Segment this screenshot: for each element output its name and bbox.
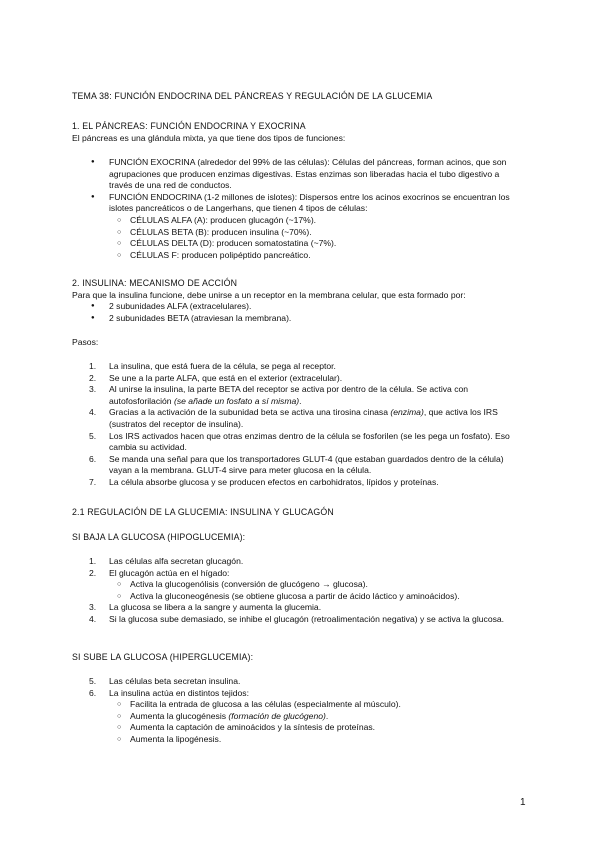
list-item-step — [72, 676, 522, 688]
step-note: (se añade un fosfato a sí misma) — [173, 395, 300, 406]
section-pancreas — [72, 121, 532, 144]
section-insulina — [72, 278, 532, 324]
document-title: TEMA 38: FUNCIÓN ENDOCRINA DEL PÁNCREAS Y REGULACIÓN DE LA GLUCEMIA — [72, 91, 433, 101]
step-number: 2. — [89, 372, 97, 383]
steps-list — [72, 361, 522, 489]
list-item-substep: ○ Facilita la entrada de glucosa a las células (especialmente al músculo). — [72, 699, 522, 711]
list-item-step — [72, 568, 522, 580]
list-item-step — [72, 384, 522, 407]
step-text: Si la glucosa sube demasiado, se inhibe el glucagón (retroalimentación negativa) y se activa la glucosa. — [109, 613, 505, 624]
list-item-step — [72, 602, 522, 614]
list-item-cell: ○ CÉLULAS BETA (B): producen insulina (~70%). — [72, 227, 522, 239]
step-note: (enzima) — [390, 407, 424, 418]
list-item-subunit: ● 2 subunidades BETA (atraviesan la membrana). — [72, 313, 532, 325]
list-item-substep: ○ Activa la glucogenólisis (conversión de glucógeno → glucosa). — [72, 579, 522, 591]
step-text: Al unirse la insulina, la parte BETA del receptor se activa por dentro de la célula. Se activa con autofosforilación — [109, 384, 469, 406]
step-number: 3. — [89, 602, 97, 613]
step-number: 2. — [89, 567, 97, 578]
step-number: 4. — [89, 407, 97, 418]
list-item-step — [72, 556, 522, 568]
hipoglucemia-steps — [72, 556, 522, 626]
step-text: La célula absorbe glucosa y se producen efectos en carbohidratos, lípidos y proteínas. — [109, 476, 439, 487]
list-item-step — [72, 454, 522, 477]
subsection-heading-hipoglucemia: SI BAJA LA GLUCOSA (HIPOGLUCEMIA): — [72, 532, 246, 542]
list-item-step — [72, 477, 522, 489]
subsection-heading-hiperglucemia: SI SUBE LA GLUCOSA (HIPERGLUCEMIA): — [72, 652, 254, 662]
step-text: La glucosa se libera a la sangre y aumenta la glucemia. — [109, 602, 322, 613]
cell-types-list — [72, 215, 522, 261]
step-number: 3. — [89, 384, 97, 395]
section-heading: 2. INSULINA: MECANISMO DE ACCIÓN — [72, 278, 238, 288]
list-item-step — [72, 373, 522, 385]
list-item-cell: ○ CÉLULAS ALFA (A): producen glucagón (~17%). — [72, 215, 522, 227]
step-number: 6. — [89, 687, 97, 698]
function-list — [72, 157, 522, 215]
list-item-substep — [72, 711, 522, 723]
step-text: Las células alfa secretan glucagón. — [109, 556, 244, 566]
step-text-end: , que activa los IRS (sustratos del receptor de insulina). — [109, 407, 498, 429]
section-heading: 1. EL PÁNCREAS: FUNCIÓN ENDOCRINA Y EXOCRINA — [72, 121, 306, 131]
step-text: Los IRS activados hacen que otras enzimas dentro de la célula se fosforilen (se les pega un fosfato). Eso cambia su actividad. — [109, 430, 510, 453]
step-text: Las células beta secretan insulina. — [109, 676, 241, 686]
section-heading: 2.1 REGULACIÓN DE LA GLUCEMIA: INSULINA Y GLUCAGÓN — [72, 507, 334, 517]
step-text: Se manda una señal para que los transportadores GLUT-4 (que estaban guardados dentro de la célula) vayan a la membrana. GLUT-4 sirve para meter glucosa en la célula. — [109, 453, 504, 476]
list-item-substep: ○ Aumenta la lipogénesis. — [72, 734, 522, 746]
list-item-endocrina: ● FUNCIÓN ENDOCRINA (1-2 millones de islotes): Dispersos entre los acinos exocrinos se encuentran los islotes pancreáticos o de Langerhans, que tienen 4 tipos de células: — [72, 192, 522, 215]
list-item-cell: ○ CÉLULAS F: producen polipéptido pancreático. — [72, 250, 522, 262]
step-text: Gracias a la activación de la subunidad beta se activa una tirosina cinasa — [109, 407, 391, 418]
substep-note: (formación de glucógeno) — [228, 710, 326, 721]
subunit-list — [72, 301, 532, 324]
list-item-step — [72, 407, 522, 430]
step-text: Se une a la parte ALFA, que está en el exterior (extracelular). — [109, 372, 343, 383]
list-item-substep: ○ Aumenta la captación de aminoácidos y la síntesis de proteínas. — [72, 722, 522, 734]
step-number: 1. — [89, 361, 97, 371]
step-text-end: . — [299, 395, 302, 406]
substep-text-end: . — [325, 710, 329, 721]
substep-text: Aumenta la glucogénesis — [130, 710, 229, 721]
step-number: 6. — [89, 453, 97, 464]
list-item-step — [72, 431, 522, 454]
list-item-cell: ○ CÉLULAS DELTA (D): producen somatostatina (~7%). — [72, 238, 522, 250]
list-item-substep: ○ Activa la gluconeogénesis (se obtiene glucosa a partir de ácido láctico y aminoácidos). — [72, 591, 522, 603]
list-item-step — [72, 614, 522, 626]
step-text: La insulina, que está fuera de la célula, se pega al receptor. — [109, 361, 336, 371]
step-number: 5. — [89, 676, 97, 686]
step-number: 4. — [89, 613, 97, 624]
step-number: 7. — [89, 476, 97, 487]
hiperglucemia-steps — [72, 676, 522, 746]
section-intro: El páncreas es una glándula mixta, ya que tiene dos tipos de funciones: — [72, 132, 346, 143]
list-item-step — [72, 361, 522, 373]
section-intro: Para que la insulina funcione, debe unirse a un receptor en la membrana celular, que esta formado por: — [72, 289, 466, 300]
step-number: 5. — [89, 430, 97, 441]
step-number: 1. — [89, 556, 97, 566]
pasos-label: Pasos: — [72, 337, 99, 347]
step-text: El glucagón actúa en el hígado: — [109, 567, 230, 578]
list-item-subunit: ● 2 subunidades ALFA (extracelulares). — [72, 301, 532, 313]
list-item-step — [72, 688, 522, 700]
page-number: 1 — [520, 797, 526, 808]
step-text: La insulina actúa en distintos tejidos: — [109, 687, 249, 698]
list-item-exocrina: ● FUNCIÓN EXOCRINA (alrededor del 99% de las células): Células del páncreas, forman acinos, que son agrupaciones que producen enzimas digestivas. Estas enzimas son liberadas hacia el tubo digestivo a través de una red de conductos. — [72, 157, 522, 192]
